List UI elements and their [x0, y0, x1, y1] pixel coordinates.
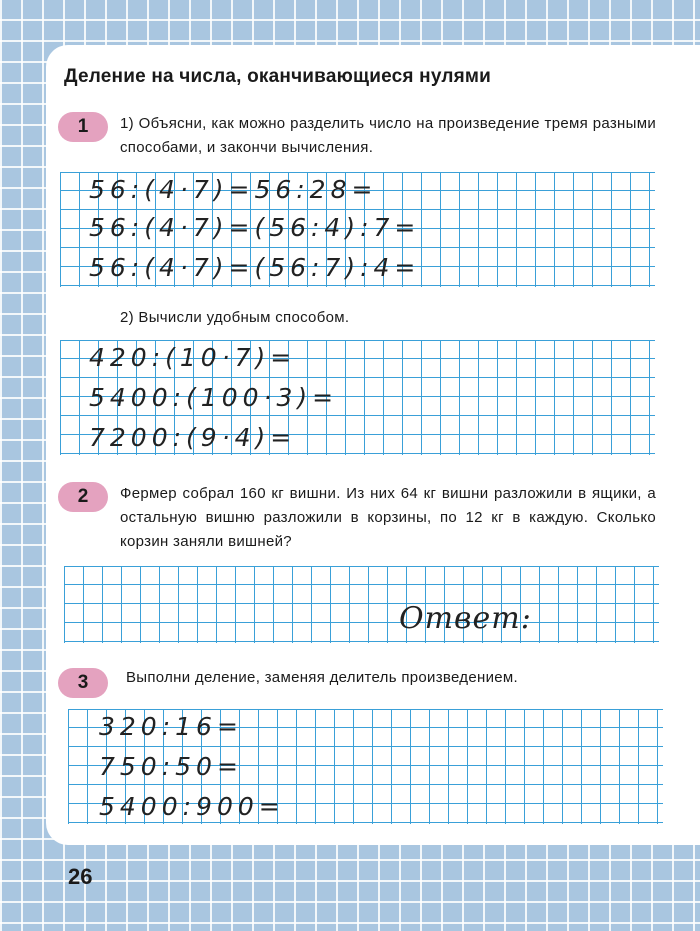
task-1-part-2-line-3: 7200:(9·4)= — [89, 423, 297, 452]
task-1-line-3: 56:(4·7)=(56:7):4= — [89, 253, 421, 282]
task-3-text: Выполни деление, заменяя делитель произведением. — [126, 669, 518, 686]
task-1-part-2-text: 2) Вычисли удобным способом. — [120, 309, 350, 326]
task-2-grid[interactable] — [64, 566, 659, 643]
page-title: Деление на числа, оканчивающиеся нулями — [64, 66, 492, 87]
task-1-line-2: 56:(4·7)=(56:4):7= — [89, 213, 421, 242]
task-2-badge: 2 — [58, 482, 108, 512]
task-1-badge: 1 — [58, 112, 108, 142]
task-3-line-3: 5400:900= — [99, 792, 285, 821]
task-1-line-1: 56:(4·7)=56:28= — [89, 175, 378, 204]
task-3-grid[interactable] — [68, 709, 663, 824]
task-1-part-2-line-2: 5400:(100·3)= — [89, 383, 339, 412]
task-1-part-1-grid[interactable] — [60, 172, 655, 287]
task-1-part-1-text: 1) Объясни, как можно разделить число на произведение тремя разными способами, и закончи вычисления. — [120, 115, 656, 156]
task-1-part-2-line-1: 420:(10·7)= — [89, 343, 297, 372]
task-2-text: Фермер собрал 160 кг вишни. Из них 64 кг вишни разложили в ящики, а остальную вишню разложили в корзины, по 12 кг в каждую. Сколько корзин заняли вишней? — [120, 485, 656, 550]
answer-label: Ответ: — [399, 601, 532, 636]
task-3-line-1: 320:16= — [99, 712, 243, 741]
page-number: 26 — [68, 864, 93, 889]
task-3-line-2: 750:50= — [99, 752, 243, 781]
task-3-badge: 3 — [58, 668, 108, 698]
task-1-part-2-grid[interactable] — [60, 340, 655, 455]
